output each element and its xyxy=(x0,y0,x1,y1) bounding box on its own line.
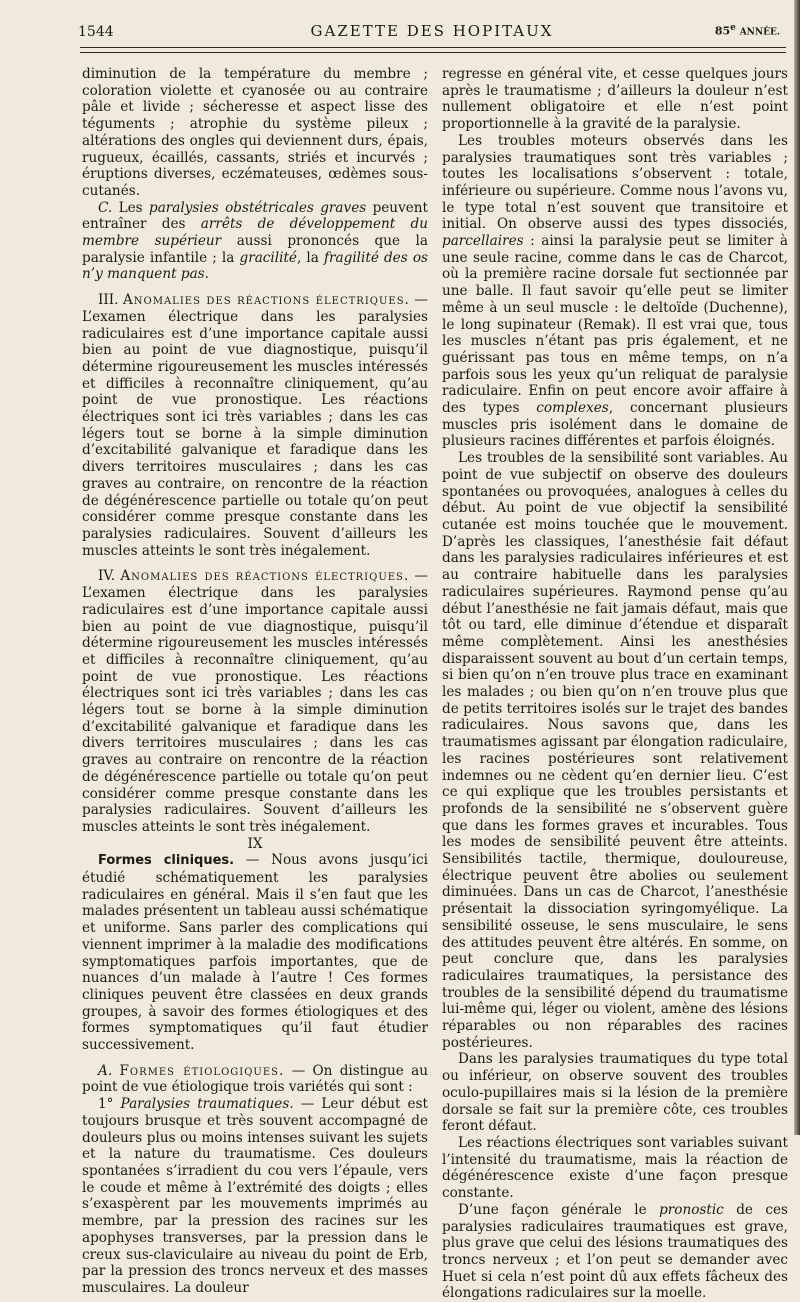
year-suffix: e xyxy=(730,23,736,33)
paragraph-electric: Les réactions électriques sont variables suivant l’intensité du traumatisme, mais la réaction de dégénérescence existe d’une façon presque constante. xyxy=(442,1135,788,1202)
formes-etiologiques xyxy=(82,1063,428,1096)
page-header xyxy=(78,18,786,48)
etio-text: — On distingue au point de vue étiologique trois variétés qui sont : xyxy=(82,1062,428,1096)
text: de ces paralysies radiculaires traumatiques est grave, plus grave que celui des lésions traumatiques des troncs nerveux ; et l’on peut se demander avec Huet si cela n’est point dû aux effets fâcheux des élongations radiculaires sur la moelle. xyxy=(442,1201,789,1302)
section-numeral: III. xyxy=(98,292,119,309)
emphasis: arrêts de développement du membre supérieur xyxy=(82,216,429,250)
formes-text: — Nous avons jusqu’ici étudié schématiquement les paralysies radiculaires en général. Mais il s’en faut que les malades présentent un tableau aussi schématique et uniforme. Sans parler des complications qui viennent imprimer à la maladie des modifications symptomatiques parfois importantes, que de nuances d’un malade à l’autre ! Ces formes cliniques peuvent être classées en deux grands groupes, à savoir des formes étiologiques et des formes symptomatiques qu’il faut étudier successivement. xyxy=(82,852,428,1054)
page-edge-shadow xyxy=(794,0,800,1135)
item-number: 1° xyxy=(98,1096,114,1113)
paragraph-obstetric xyxy=(82,200,428,284)
section-text: — L’examen électrique dans les paralysies radiculaires est d’une importance capitale aussi bien au point de vue diagnostique, puisqu’il détermine rigoureusement les muscles intéressés et difficiles à reconnaître cliniquement, qu’au point de vue pronostique. Les réactions électriques sont ici très variables ; dans les cas légers tout se borne à la simple diminution d’excitabilité galvanique et faradique dans les divers territoires musculaires ; dans les cas graves au contraire on rencontre de la réaction de dégénérescence partielle ou totale qu’on peut considérer comme presque constante dans les paralysies radiculaires. Souvent d’ailleurs les muscles atteints le sont très inégalement. xyxy=(82,568,428,835)
paragraph-sensibility: Les troubles de la sensibilité sont variables. Au point de vue subjectif on observe des douleurs spontanées ou provoquées, analogues à celles du début. Au point de vue objectif la sensibilité cutanée est moins touchée que le mouvement. D’après les classiques, l’anesthésie fait défaut dans les paralysies radiculaires inférieures et est au contraire habituelle dans les paralysies radiculaires supérieures. Raymond pense qu’au début l’anesthésie ne fait jamais défaut, mais que tôt ou tard, elle diminue d’étendue et disparaît même complètement. Ainsi les anesthésies disparaissent souvent au bout d’un certain temps, si bien qu’on n’en trouve plus trace en examinant les malades ; ou bien qu’on n’en trouve plus que de petits territoires isolés sur le trajet des bandes radiculaires. Nous savons que, dans les traumatismes agissant par élongation radiculaire, les racines postérieures sont relativement indemnes ou ne cèdent qu’en dernier lieu. C’est ce qui explique que les troubles persistants et profonds de la sensibilité ne s’observent guère que dans les formes graves et incurables. Tous les modes de sensibilité peuvent être atteints. Sensibilités tactile, thermique, douloureuse, électrique peuvent être abolies ou seulement diminuées. Dans un cas de Charcot, l’anesthésie présentait la dissociation syringomyélique. La sensibilité osseuse, le sens musculaire, le sens des attitudes peuvent être altérés. En somme, on peut conclure que, dans les paralysies radiculaires traumatiques, la persistance des troubles de la sensibilité dépend du traumatisme lui-même qui, léger ou violent, amène des lésions réparables ou non réparables des racines postérieures. xyxy=(442,450,788,1051)
section-label: C. xyxy=(98,199,113,216)
paragraph-oculo: Dans les paralysies traumatiques du type total ou inférieur, on observe souvent des troubles oculo-pupillaires mais si la lésion de la première dorsale se fait sur la première côte, ces troubles feront défaut. xyxy=(442,1051,788,1135)
text: aussi prononcés que la paralysie infantile ; la xyxy=(82,233,428,266)
text: Les troubles moteurs observés dans les paralysies traumatiques sont très variables ; toutes les localisations s’observent : totale, inférieure ou supérieure. Comme nous l’avons vu, le type total n’est souvent que transitoire et initial. On observe aussi des types dissociés, xyxy=(442,132,788,233)
formes-cliniques xyxy=(82,852,428,1053)
page-number: 1544 xyxy=(78,24,114,40)
paralysies-traumatiques xyxy=(82,1096,428,1296)
right-column xyxy=(442,66,788,1302)
paragraph-motor xyxy=(442,133,788,450)
section-heading: Anomalies des réactions électriques. xyxy=(120,568,410,585)
section-iv xyxy=(82,568,428,835)
year-number: 85 xyxy=(714,24,731,38)
text: , concernant plusieurs muscles pris isolément dans le domaine de plusieurs racines différentes et parfois éloignés. xyxy=(442,400,788,450)
section-heading: Anomalies des réactions électriques. xyxy=(122,292,410,309)
text: D’une façon générale le xyxy=(458,1201,647,1218)
trauma-text: — Leur début est toujours brusque et très souvent accompagné de douleurs plus ou moins intenses suivant les sujets et la nature du traumatisme. Ces douleurs spontanées s’irradient du cou vers l’épaule, vers le coude et même à l’extrémité des doigts ; elles s’exaspèrent par les mouvements imprimés au membre, par la pression des racines sur les apophyses transverses, par la pression dans le creux sus-claviculaire au niveau du point de Erb, par la pression des troncs nerveux et des masses musculaires. La douleur xyxy=(82,1096,428,1296)
year-word: ANNÉE. xyxy=(739,27,780,38)
text: peuvent entraîner des xyxy=(82,199,429,233)
section-numeral: IV. xyxy=(98,568,116,585)
text: , la xyxy=(296,249,319,266)
text: : ainsi la paralysie peut se limiter à une seule racine, comme dans le cas de Charcot, où la première racine dorsale fut sectionnée par une balle. Il faut savoir qu’elle peut se limiter même à un seul muscle : le deltoïde (Duchenne), le long supinateur (Remak). Il est vrai que, tous les muscles n’étant pas pris également, et ne guérissant pas tous en même temps, on n’a parfois sous les yeux qu’un reliquat de paralysie radiculaire. Enfin on peut encore avoir affaire à des types xyxy=(442,233,788,417)
text: Les xyxy=(118,199,143,216)
trauma-heading: Paralysies traumatiques. xyxy=(120,1096,294,1113)
formes-heading: Formes cliniques. xyxy=(98,853,235,869)
header-rule-bottom xyxy=(80,52,786,53)
header-rule-top xyxy=(80,47,786,48)
chapter-numeral: IX xyxy=(247,835,263,852)
emphasis: pronostic xyxy=(659,1201,724,1218)
left-column xyxy=(82,66,428,1297)
paragraph: regresse en général vite, et cesse quelques jours après le traumatisme ; d’ailleurs la douleur n’est nullement obligatoire et elle n’est point proportionnelle à la gravité de la paralysie. xyxy=(442,66,788,133)
section-iii xyxy=(82,292,428,559)
emphasis: paralysies obstétricales graves xyxy=(149,199,367,216)
journal-year xyxy=(715,23,780,38)
emphasis: fragilité des os n’y manquent pas. xyxy=(82,249,428,283)
section-label: A. xyxy=(98,1062,113,1079)
emphasis: parcellaires xyxy=(442,233,524,250)
section-text: — L’examen électrique dans les paralysies radiculaires est d’une importance capitale aussi bien au point de vue diagnostique, puisqu’il détermine rigoureusement les muscles intéressés et difficiles à reconnaître cliniquement, qu’au point de vue pronostique. Les réactions électriques sont ici très variables ; dans les cas légers tout se borne à la simple diminution d’excitabilité galvanique et faradique dans les divers territoires musculaires ; dans les cas graves au contraire, on rencontre de la réaction de dégénérescence partielle ou totale qu’on peut considérer comme presque constante dans les paralysies radiculaires. Souvent d’ailleurs les muscles atteints le sont très inégalement. xyxy=(82,292,428,559)
emphasis: complexes xyxy=(536,400,609,417)
paragraph-prognosis xyxy=(442,1202,788,1302)
paragraph: diminution de la température du membre ; coloration violette et cyanosée ou au contraire pâle et livide ; sécheresse et aspect lisse des téguments ; atrophie du système pileux ; altérations des ongles qui deviennent durs, épais, rugueux, écaillés, cassants, striés et incurvés ; éruptions diverses, eczémateuses, œdèmes sous-cutanés. xyxy=(82,66,428,199)
emphasis: gracilité xyxy=(239,249,297,266)
journal-title: GAZETTE DES HOPITAUX xyxy=(310,22,554,40)
etio-heading: Formes étiologiques. xyxy=(119,1062,285,1079)
